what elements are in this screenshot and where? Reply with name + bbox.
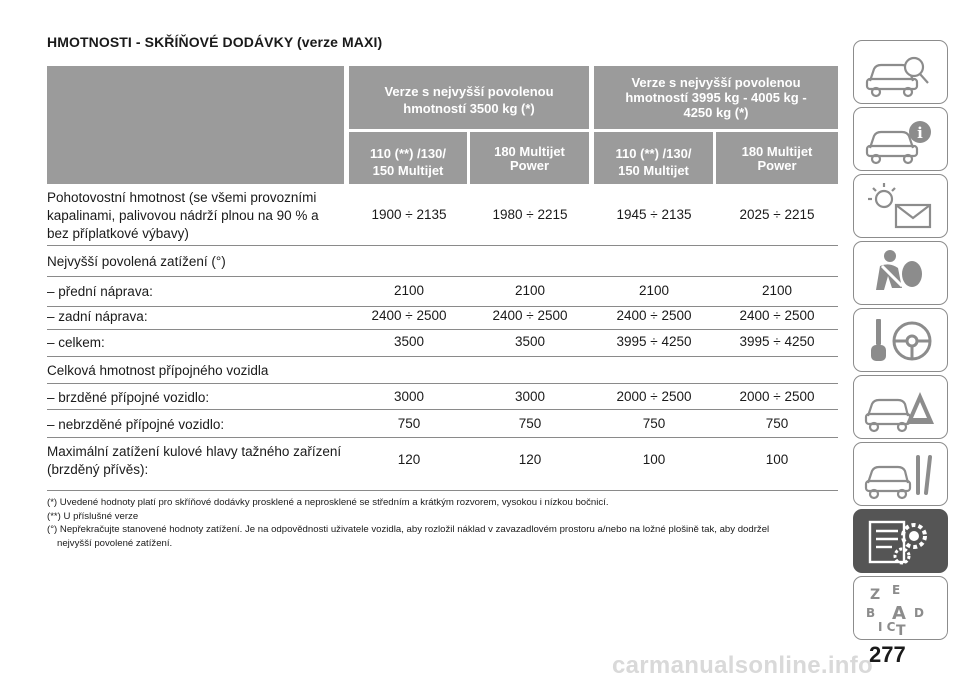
key-steering-wheel-icon bbox=[862, 313, 940, 369]
table-row bbox=[47, 357, 838, 384]
page-number: 277 bbox=[869, 642, 906, 667]
table-row bbox=[47, 410, 838, 438]
svg-text:T: T bbox=[896, 623, 906, 637]
svg-text:I C: I C bbox=[878, 620, 896, 634]
table-cell: 100 bbox=[765, 452, 789, 467]
group-header-line: hmotností 3995 kg - 4005 kg - bbox=[625, 90, 807, 105]
row-label: Celková hmotnost přípojného vozidla bbox=[47, 363, 269, 378]
table-cell: 2400 ÷ 2500 bbox=[492, 308, 568, 323]
row-label-line: Pohotovostní hmotnost (se všemi provozními bbox=[47, 190, 317, 205]
row-label: – nebrzděné přípojné vozidlo: bbox=[47, 417, 225, 432]
row-label: – přední náprava: bbox=[47, 284, 153, 299]
table-cell: 3000 bbox=[393, 389, 425, 404]
column-header-180-3500 bbox=[470, 132, 589, 184]
table-cell: 3500 bbox=[393, 334, 425, 349]
column-header-180-4250 bbox=[716, 132, 838, 184]
row-label: Nejvyšší povolená zatížení (°) bbox=[47, 254, 226, 269]
group-header-line: Verze s nejvyšší povolenou bbox=[631, 75, 801, 90]
row-label: – zadní náprava: bbox=[47, 309, 148, 324]
tab-car-info[interactable] bbox=[853, 107, 948, 171]
table-cell: 2100 bbox=[514, 283, 546, 298]
table-cell: 2400 ÷ 2500 bbox=[616, 308, 692, 323]
row-label: – brzděné přípojné vozidlo: bbox=[47, 390, 210, 405]
row-label-line: bez příplatkové výbavy) bbox=[47, 226, 189, 241]
svg-text:A: A bbox=[892, 603, 906, 624]
footnote: nejvyšší povolené zatížení. bbox=[57, 537, 173, 549]
group-header-3500 bbox=[349, 66, 589, 129]
group-header-line: Verze s nejvyšší povolenou bbox=[384, 84, 554, 99]
car-tools-icon bbox=[862, 447, 940, 503]
alphabetical-index-icon bbox=[862, 581, 940, 637]
column-header-line: 180 Multijet bbox=[741, 144, 813, 159]
tab-technical-specifications[interactable] bbox=[853, 509, 948, 573]
table-cell: 750 bbox=[518, 416, 542, 431]
column-header-line: 110 (**) /130/ bbox=[615, 146, 692, 161]
tab-maintenance[interactable] bbox=[853, 442, 948, 506]
row-label: – celkem: bbox=[47, 335, 105, 350]
table-cell: 3995 ÷ 4250 bbox=[616, 334, 692, 349]
specs-gear-icon bbox=[862, 514, 940, 570]
table-cell: 1900 ÷ 2135 bbox=[371, 207, 447, 222]
row-label-line: (brzděný přívěs): bbox=[47, 462, 149, 477]
table-row bbox=[47, 246, 838, 277]
svg-text:B: B bbox=[866, 606, 876, 620]
table-cell: 750 bbox=[397, 416, 421, 431]
footnotes bbox=[47, 496, 838, 550]
tab-warning-lights[interactable] bbox=[853, 174, 948, 238]
table-cell: 2400 ÷ 2500 bbox=[371, 308, 447, 323]
tab-safety[interactable] bbox=[853, 241, 948, 305]
footnote: (*) Uvedené hodnoty platí pro skříňové dodávky prosklené a neprosklené se středním a krátkým rozvorem, vysokou i nízkou bočnicí. bbox=[47, 497, 609, 508]
tab-emergency[interactable] bbox=[853, 375, 948, 439]
page-title: HMOTNOSTI - SKŘÍŇOVÉ DODÁVKY (verze MAXI) bbox=[47, 34, 383, 50]
footnote: (**) U příslušné verze bbox=[47, 510, 139, 522]
svg-text:E: E bbox=[892, 583, 901, 597]
column-header-line: 150 Multijet bbox=[372, 163, 444, 178]
table-row bbox=[47, 277, 838, 307]
row-label-line: Maximální zatížení kulové hlavy tažného zařízení bbox=[47, 444, 342, 459]
table-row bbox=[47, 330, 838, 357]
table-row bbox=[47, 384, 838, 410]
column-header-line: 150 Multijet bbox=[618, 163, 689, 178]
group-header-line: hmotností 3500 kg (*) bbox=[403, 101, 535, 116]
row-label-line: kapalinami, palivovou nádrží plnou na 90 % a bbox=[47, 208, 319, 223]
table-cell: 3995 ÷ 4250 bbox=[739, 334, 815, 349]
column-header-line: 110 (**) /130/ bbox=[370, 146, 446, 161]
car-breakdown-triangle-icon bbox=[862, 380, 940, 436]
group-header-4250 bbox=[594, 66, 838, 129]
table-row bbox=[47, 438, 838, 491]
svg-text:D: D bbox=[914, 606, 924, 620]
table-cell: 750 bbox=[765, 416, 789, 431]
column-header-110-3500 bbox=[349, 132, 467, 184]
table-cell: 100 bbox=[642, 452, 666, 467]
column-header-line: Power bbox=[757, 158, 797, 173]
tab-getting-to-know[interactable] bbox=[853, 40, 948, 104]
table-cell: 3000 bbox=[514, 389, 546, 404]
table-cell: 120 bbox=[518, 452, 542, 467]
row-label bbox=[47, 189, 319, 243]
table-cell: 2000 ÷ 2500 bbox=[616, 389, 692, 404]
warning-lights-icon bbox=[862, 179, 940, 235]
table-cell: 2100 bbox=[393, 283, 425, 298]
table-cell: 2025 ÷ 2215 bbox=[739, 207, 815, 222]
footnote: (°) Nepřekračujte stanovené hodnoty zatížení. Je na odpovědnosti uživatele vozidla, aby rozložil náklad v zavazadlovém prostoru a/nebo na ložné plošině tak, aby dodržel bbox=[47, 524, 770, 535]
watermark: carmanualsonline.info bbox=[612, 652, 874, 679]
tab-starting-driving[interactable] bbox=[853, 308, 948, 372]
table-row bbox=[47, 184, 838, 246]
table-cell: 1980 ÷ 2215 bbox=[492, 207, 568, 222]
car-search-icon bbox=[862, 45, 940, 101]
seatbelt-airbag-icon bbox=[862, 246, 940, 302]
column-header-line: Power bbox=[509, 158, 549, 173]
column-header-line: 180 Multijet bbox=[494, 144, 565, 159]
table-cell: 2100 bbox=[638, 283, 670, 298]
table-cell: 120 bbox=[397, 452, 421, 467]
column-header-110-4250 bbox=[594, 132, 713, 184]
table-cell: 1945 ÷ 2135 bbox=[616, 207, 692, 222]
svg-text:i: i bbox=[917, 124, 923, 142]
tab-index[interactable] bbox=[853, 576, 948, 640]
header-label-cell bbox=[47, 66, 344, 184]
table-cell: 2100 bbox=[761, 283, 793, 298]
table-cell: 2000 ÷ 2500 bbox=[739, 389, 815, 404]
car-info-icon bbox=[862, 112, 940, 168]
group-header-line: 4250 kg (*) bbox=[683, 105, 749, 120]
table-cell: 2400 ÷ 2500 bbox=[739, 308, 815, 323]
table-cell: 750 bbox=[642, 416, 666, 431]
table-row bbox=[47, 307, 838, 330]
row-label bbox=[47, 443, 341, 479]
table-cell: 3500 bbox=[514, 334, 546, 349]
svg-text:Z: Z bbox=[870, 587, 881, 603]
